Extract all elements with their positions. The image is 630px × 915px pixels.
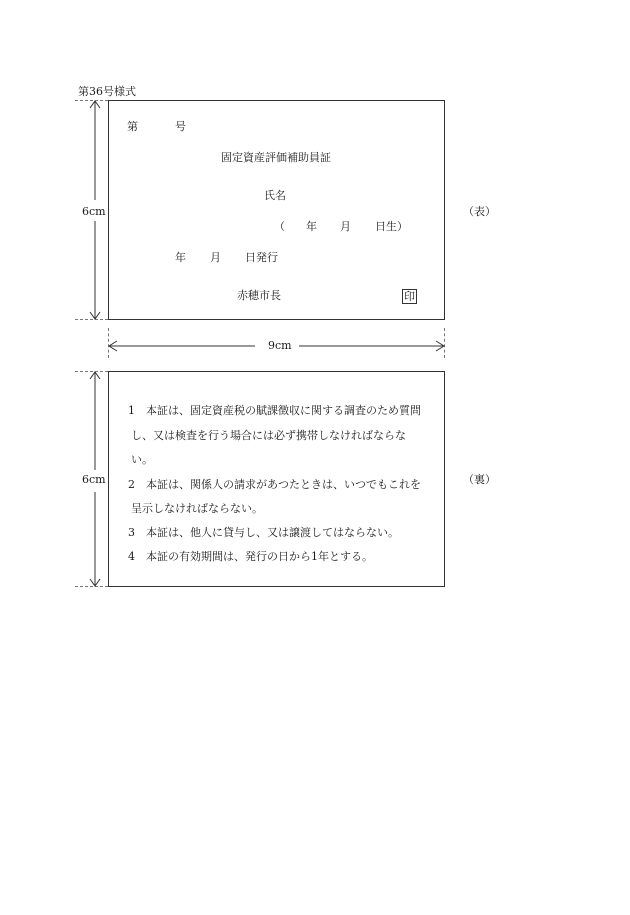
back-line-4: 2 本証は、関係人の請求があつたときは、いつでもこれを [128,478,421,491]
number-prefix: 第 [127,120,138,133]
issue-year: 年 [175,251,186,264]
card-title: 固定資産評価補助員証 [221,151,331,164]
front-height-label: 6cm [82,205,106,218]
birth-day: 日生） [375,220,408,233]
back-line-2: し、又は検査を行う場合には必ず携帯しなければならな [131,429,406,442]
issue-day: 日発行 [245,251,278,264]
issue-month: 月 [210,251,221,264]
front-card [108,100,445,320]
width-label: 9cm [268,339,292,352]
back-line-5: 呈示しなければならない。 [131,502,263,515]
front-side-label: （表） [463,205,496,218]
name-label: 氏名 [264,189,286,202]
back-height-label: 6cm [82,473,106,486]
back-line-3: い。 [131,453,153,466]
birth-year: 年 [306,220,317,233]
back-side-label: （裏） [463,473,496,486]
issuer: 赤穂市長 [237,289,281,302]
back-line-1: 1 本証は、固定資産税の賦課徴収に関する調査のため質問 [128,404,421,417]
form-number: 第36号様式 [78,85,136,98]
number-suffix: 号 [175,120,186,133]
birth-paren-open: （ [274,220,285,233]
birth-month: 月 [340,220,351,233]
back-line-6: 3 本証は、他人に貸与し、又は譲渡してはならない。 [128,526,399,539]
seal-box: 印 [404,290,415,303]
back-line-7: 4 本証の有効期間は、発行の日から1年とする。 [128,550,373,563]
